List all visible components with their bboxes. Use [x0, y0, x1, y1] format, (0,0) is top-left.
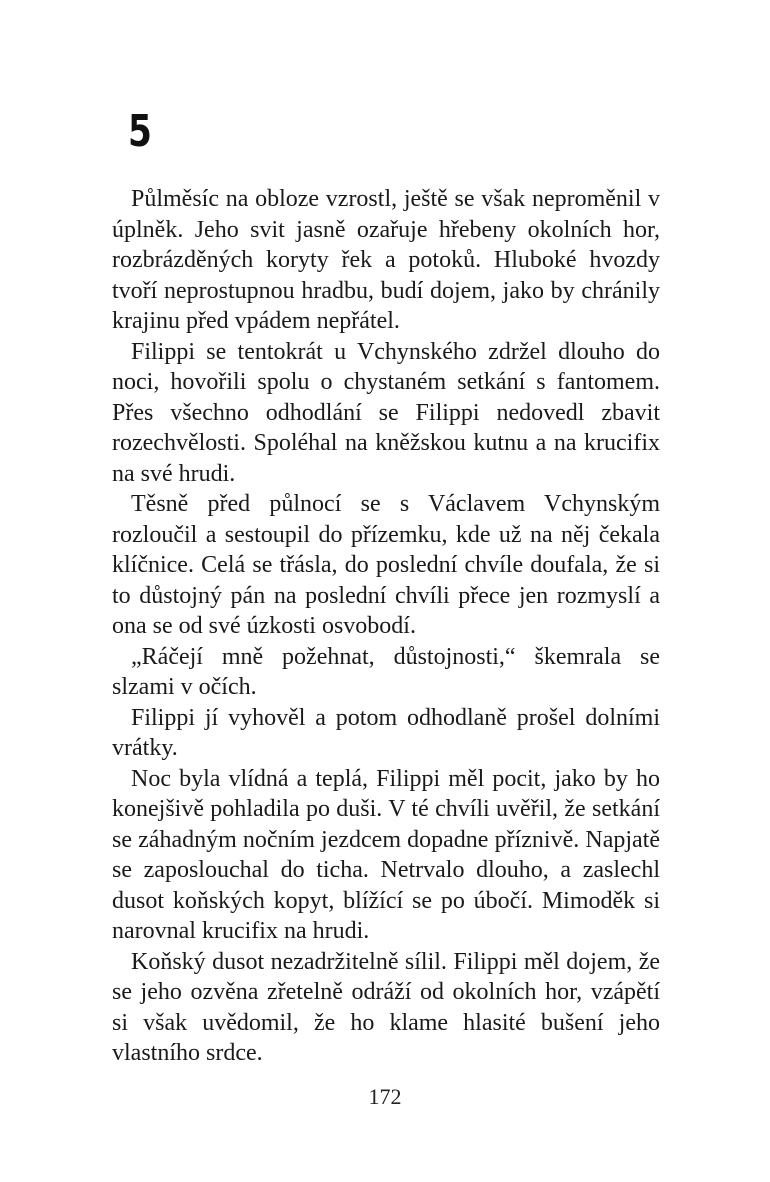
body-text — [112, 184, 660, 1069]
paragraph: Noc byla vlídná a teplá, Filippi měl pocit, jako by ho konejšivě pohladila po duši. V té chvíli uvěřil, že setkání se záhadným nočním jezdcem dopadne příznivě. Napjatě se zaposlouchal do ticha. Netrvalo dlouho, a zaslechl dusot koňských kopyt, blížící se po úbočí. Mimoděk si narovnal krucifix na hrudi. — [112, 765, 660, 944]
paragraph: Těsně před půlnocí se s Václavem Vchynským rozloučil a sestoupil do přízemku, kde už na něj čekala klíčnice. Celá se třásla, do poslední chvíle doufala, že si to důstojný pán na poslední chvíli přece jen rozmyslí a ona se od své úzkosti osvobodí. — [112, 491, 660, 639]
page-number: 172 — [368, 1084, 402, 1109]
chapter-number: 5 — [128, 106, 152, 157]
paragraph: Filippi jí vyhověl a potom odhodlaně prošel dolními vrátky. — [112, 704, 660, 761]
paragraph: Půlměsíc na obloze vzrostl, ještě se však neproměnil v úplněk. Jeho svit jasně ozařuje hřebeny okolních hor, rozbrázděných koryty řek a potoků. Hluboké hvozdy tvoří neprostupnou hradbu, budí dojem, jako by chránily krajinu před vpádem nepřátel. — [112, 186, 660, 334]
paragraph: „Ráčejí mně požehnat, důstojnosti,“ škemrala se slzami v očích. — [112, 643, 660, 700]
paragraph: Koňský dusot nezadržitelně sílil. Filippi měl dojem, že se jeho ozvěna zřetelně odráží od okolních hor, vzápětí si však uvědomil, že ho klame hlasité bušení jeho vlastního srdce. — [112, 948, 660, 1066]
paragraph: Filippi se tentokrát u Vchynského zdržel dlouho do noci, hovořili spolu o chystaném setkání s fantomem. Přes všechno odhodlání se Filippi nedovedl zbavit rozechvělosti. Spoléhal na kněžskou kutnu a na krucifix na své hrudi. — [112, 338, 660, 487]
